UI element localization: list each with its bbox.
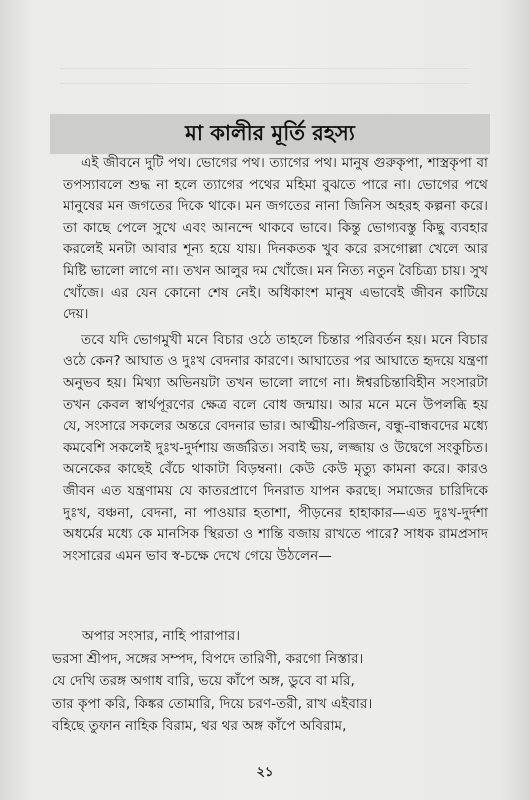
- song-verse: [52, 625, 500, 738]
- verse-line-1: অপার সংসার, নাহি পারাপার।: [82, 628, 241, 644]
- bleed-through-shadow: [60, 68, 470, 108]
- verse-line-4: তার কৃপা করি, কিঙ্কর তোমারি, দিয়ে চরণ-তরী, রাখ এইবার।: [52, 695, 373, 712]
- body-text: [63, 153, 488, 567]
- paragraph-1: এই জীবনে দুটি পথ। ভোগের পথ। ত্যাগের পথ। মানুষ গুরুকৃপা, শাস্ত্রকৃপা বা তপস্যাবলে শুদ্ধ না হলে ত্যাগের পথের মহিমা বুঝতে পারে না। ভোগের পথে মানুষের মন জগতের দিকে থাকে। মন জগতের নানা জিনিস অহরহ কল্পনা করে। তা কাছে পেলে সুখে এবং আনন্দে থাকবে ভাবে। কিন্তু ভোগ্যবস্তু কিছু ব্যবহার করলেই মনটা আবার শূন্য হয়ে যায়। দিনকতক খুব করে রসগোল্লা খেলে আর মিষ্টি ভালো লাগে না। তখন আলুর দম খোঁজে। মন নিত্য নতুন বৈচিত্র্য চায়। সুখ খোঁজে। এর যেন কোনো শেষ নেই। অধিকাংশ মানুষ এভাবেই জীবন কাটিয়ে দেয়।: [63, 155, 488, 323]
- title-banner: [50, 114, 490, 154]
- verse-line-3: যে দেখি তরঙ্গ অগাধ বারি, ভয়ে কাঁপে অঙ্গ, ডুবে বা মরি,: [52, 673, 355, 689]
- verse-line-5: বহিছে তুফান নাহিক বিরাম, থর থর অঙ্গ কাঁপে অবিরাম,: [52, 718, 347, 734]
- page-number: ২১: [256, 765, 274, 780]
- verse-line-2: ভরসা শ্রীপদ, সঙ্গের সম্পদ, বিপদে তারিণী, করগো নিস্তার।: [52, 650, 364, 667]
- page-title: মা কালীর মূর্তি রহস্য: [185, 119, 355, 145]
- paragraph-2: তবে যদি ভোগমুখী মনে বিচার ওঠে তাহলে চিন্তার পরিবর্তন হয়। মনে বিচার ওঠে কেন? আঘাত ও দুঃখ বেদনার কারণে। আঘাতের পর আঘাতে হৃদয়ে যন্ত্রণা অনুভব হয়। মিথ্যা অভিনয়টা তখন ভালো লাগে না। ঈশ্বরচিন্তাবিহীন সংসারটা তখন কেবল স্বার্থপূরণের ক্ষেত্র বলে বোধ জন্মায়। আর মনে মনে উপলব্ধি হয় যে, সংসারে সকলের অন্তরে বেদনার ভার। আত্মীয়-পরিজন, বন্ধু-বান্ধবদের মধ্যে কমবেশি সকলেই দুঃখ-দুর্দশায় জর্জরিত। সবাই ভয়, লজ্জায় ও উদ্বেগে সংকুচিত। অনেকের কাছেই বেঁচে থাকাটা বিড়ম্বনা। কেউ কেউ মৃত্যু কামনা করে। কারও জীবন এত যন্ত্রণাময় যে কাতরপ্রাণে দিনরাত যাপন করছে। সমাজের চারিদিকে দুঃখ, বঞ্চনা, বেদনা, না পাওয়ার হতাশা, পীড়নের হাহাকার—এত দুঃখ-দুর্দশা অধর্মের মধ্যে কে মানসিক স্থিরতা ও শান্তি বজায় রাখতে পারে? সাধক রামপ্রসাদ সংসারের এমন ভাব স্ব-চক্ষে দেখে গেয়ে উঠলেন—: [63, 331, 488, 564]
